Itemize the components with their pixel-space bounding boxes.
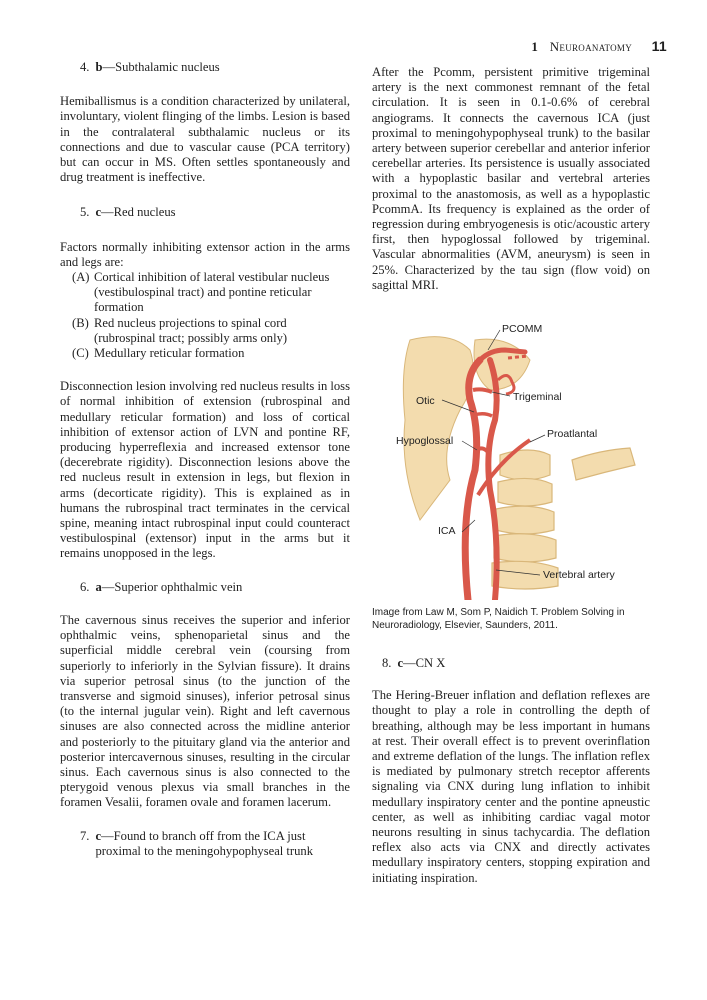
label-pcomm: PCOMM	[502, 323, 543, 335]
list-item: (A) Cortical inhibition of lateral vestibular nucleus (vestibulospinal tract) and pontine reticular formation	[72, 270, 330, 315]
figure-caption: Image from Law M, Som P, Naidich T. Problem Solving in Neuroradiology, Elsevier, Saunders, 2011.	[372, 607, 625, 631]
question-4-heading: 4. b—Subthalamic nucleus	[80, 60, 220, 74]
label-vertebral-artery: Vertebral artery	[543, 569, 615, 581]
label-otic: Otic	[416, 395, 435, 407]
question-7-heading: 7. c—Found to branch off from the ICA just proximal to the meningohypophyseal trunk	[80, 828, 314, 858]
trigeminal-vessel	[473, 389, 492, 392]
factor-list	[60, 270, 350, 361]
question-8-heading: 8. c—CN X	[382, 656, 446, 670]
pcomm-dashed	[508, 356, 528, 358]
right-column	[372, 65, 650, 293]
section-title: Neuroanatomy	[549, 39, 633, 54]
paragraph-extensor-factors: Factors normally inhibiting extensor action in the arms and legs are:	[60, 239, 350, 269]
paragraph-hering-breuer: The Hering-Breuer inflation and deflation reflexes are thought to play a role in controlling the depth of breathing, although may be less important in humans at rest. Their overall effect is to prevent overinflation and extreme deflation of the lungs. The inflation reflex is mediated by pulmonary stretch receptor afferents signaling via CNX during lung inflation to inhibit medullary inspiratory center and the pontine apneustic center, as well as inhibiting cardiac vagal motor neurons resulting in sinus tachycardia. The deflation reflex also acts via CNX and directly activates medullary inspiratory centers, stopping expiration and initiating inspiration.	[372, 688, 650, 885]
running-header	[531, 38, 667, 55]
artery-diagram	[380, 320, 640, 600]
clivus-shape	[474, 339, 530, 390]
left-column	[60, 60, 350, 859]
paragraph-cavernous-sinus: The cavernous sinus receives the superior and inferior ophthalmic veins, sphenoparietal sinus and the superficial middle cerebral vein (coursing from superiorly to inferiorly in the Sylvian fissure). It drains via superior petrosal sinus (to the junction of the transverse and sigmoid sinuses), inferior petrosal sinus (to the internal jugular vein). Right and left cavernous sinuses are also connected across the midline anterior and posteriorly to the pituitary gland via the anterior and posterior intercavernous sinuses, resulting in the circular sinus. Each cavernous sinus is also connected to the pterygoid venous plexus via small branches in the foramen Vesalii, foramen ovale and foramen lacerum.	[60, 612, 350, 810]
label-hypoglossal: Hypoglossal	[396, 435, 454, 447]
label-trigeminal: Trigeminal	[513, 391, 562, 403]
label-proatlantal: Proatlantal	[547, 428, 598, 440]
question-6-heading: 6. a—Superior ophthalmic vein	[80, 579, 243, 594]
paragraph-disconnection: Disconnection lesion involving red nucleus results in loss of normal inhibition of extension (rubrospinal and medullary reticular formation) and loss of cortical inhibition of extensor action of LVN and pontine RF, producing hyperreflexia and increased extensor tone (decerebrate rigidity). Disconnection lesions above the red nucleus result in extension in legs, but flexion in arms (decorticate rigidity). This is explained as in humans the rubrospinal tract terminates in the cervical spine, meaning intact rubrospinal input could counteract vestibulospinal (extensor) input in the arms but it remains unopposed in the legs.	[60, 379, 350, 561]
chapter-number: 1	[531, 39, 539, 54]
otic-vessel	[474, 414, 492, 416]
page-number: 11	[651, 38, 667, 54]
ica-vessel	[465, 360, 480, 600]
question-5-heading: 5. c—Red nucleus	[80, 205, 176, 220]
paragraph-trigeminal-artery: After the Pcomm, persistent primitive trigeminal artery is the next commonest remnant of the fetal circulation. It is seen in 0.1-0.6% of cerebral angiograms. It connects the cavernous ICA (just proximal to meningohypophyseal trunk) to the basilar artery between superior cerebellar and anterior inferior cerebellar arteries. Its persistence is usually associated with a hypoplastic basilar and vertebral arteries proximal to the anastomosis, as well as a hypoplastic PcommA. Its frequency is explained as the order of regression during embryogenesis is otic/acoustic artery first, then hypoglossal followed by trigeminal. Vascular abnormalities (AVM, aneurysm) is seen in 25%. Characterized by the tau sign (flow void) on sagittal MRI.	[372, 65, 650, 292]
paragraph-hemiballismus: Hemiballismus is a condition characterized by unilateral, involuntary, violent flinging of the limbs. Lesion is based in the contralateral subthalamic nucleus or its connections and due to vascular cause (PCA territory) but can occur in MS. Often settles spontaneously and drug treatment is ineffective.	[60, 94, 350, 185]
right-column-lower	[372, 656, 650, 886]
skull-base-shape	[403, 337, 473, 520]
list-item: (C) Medullary reticular formation	[72, 346, 245, 361]
list-item: (B) Red nucleus projections to spinal cord (rubrospinal tract; possibly arms only)	[72, 315, 288, 345]
vertebrae	[492, 448, 635, 589]
label-ica: ICA	[438, 525, 456, 537]
